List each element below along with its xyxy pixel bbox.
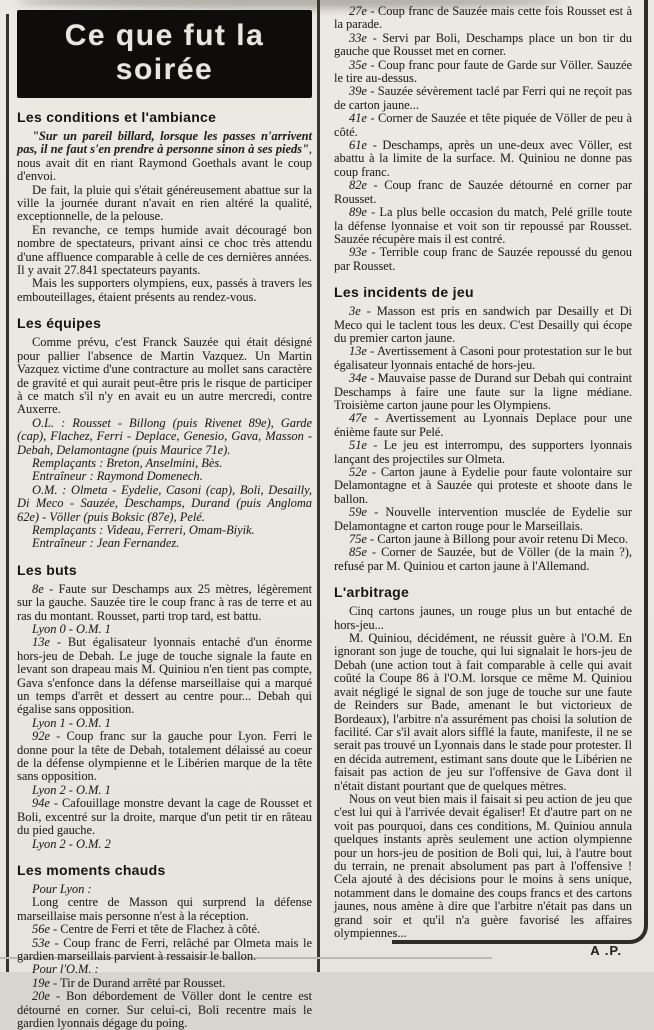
team-subhead: Pour Lyon : xyxy=(32,881,92,896)
paragraph: Mais les supporters olympiens, eux, passés à travers les embouteillages, étaient présents au rendez-vous. xyxy=(17,276,312,304)
minute-marker: 27e xyxy=(349,4,367,18)
quote-attribution: , nous avait dit en riant Raymond Goethals avant le coup d'envoi. xyxy=(17,142,312,184)
team-subhead: Pour l'O.M. : xyxy=(32,962,99,977)
event-text: - Nouvelle intervention musclée de Eydelie sur Delamontagne et carton rouge pour le Marseillais. xyxy=(334,505,632,533)
event-text: - But égalisateur lyonnais entaché d'un énorme hors-jeu de Debah. Le juge de touche signale la faute en levant son drapeau mais M. Quiniou n'en tient pas compte, Gava s'enfonce dans la défense marseillaise qui a marqué un temps d'arrêt et dessert au centre pour... Debah qui égalise sans opposition. xyxy=(17,635,312,717)
paragraph: M. Quiniou, décidément, ne réussit guère à l'O.M. En ignorant son juge de touche, qui lui signalait le hors-jeu de Debah (une action tout à fait comparable à celle qui avait coûté la Coupe 86 à l'O.M. lorsque ce même M. Quiniou avait négligé le signal de son juge de touche sur une faute de Reinders sur Bade, amenant le but victorieux de Bordeaux), l'arbitre n'a assurément pas choisi la solution de facilité. Car s'il avait alors sifflé la faute, manifeste, il ne se serait pas trouvé un Lyonnais dans le stade pour protester. Il en décida autrement, estimant sans doute que le Libérien ne faisait pas action de jeu sur l'offensive de Gava dont il n'était distant pourtant que de quelques mètres. xyxy=(334,631,632,793)
incident-event xyxy=(334,305,632,345)
match-event xyxy=(334,5,632,32)
minute-marker: 61e xyxy=(349,138,367,153)
lineup-om-coach: Entraîneur : Jean Fernandez. xyxy=(32,536,180,551)
event-text: - Cafouillage monstre devant la cage de Rousset et Boli, excentré sur la droite, marque d'un petit tir en râteau du pied gauche. xyxy=(17,796,312,838)
section-header-buts: Les buts xyxy=(17,561,77,578)
left-column xyxy=(17,10,312,1030)
paragraph: Nous on veut bien mais il faisait si peu action de jeu que c'est lui qui à l'arrivée devait égaliser! Et d'autre part on ne voit pas pourquoi, dans ces conditions, M. Quiniou annula quelques instants après seulement une action olympienne pour un hors-jeu de position de Boli qui, lui, à l'autre bout du terrain, ne prenait absolument pas part à l'offensive ! Cela ajouté à des décisions pour le moins à sens unique, notamment dans le domaine des coups francs et des cartons jaunes, nous amène à dire que l'arbitre n'était pas dans un grand soir et qu'il n'a guère favorisé les affaires olympiennes... xyxy=(334,791,632,940)
lineup-ol-coach: Entraîneur : Raymond Domenech. xyxy=(32,469,203,484)
event-text: - Avertissement au Lyonnais Deplace pour une énième faute sur Pelé. xyxy=(334,411,632,439)
minute-marker: 8e xyxy=(32,581,44,596)
author-signature: A .P. xyxy=(590,943,622,959)
event-text: - Servi par Boli, Deschamps place un bon tir du gauche que Rousset met en corner. xyxy=(334,30,632,59)
match-event xyxy=(334,59,632,86)
minute-marker: 39e xyxy=(349,84,367,99)
event-text: - Le jeu est interrompu, des supporters lyonnais lançant des projectiles sur Olmeta. xyxy=(334,438,632,466)
event-text: - La plus belle occasion du match, Pelé grille toute la défense lyonnaise et voit son tir repoussé par Rousset. Sauzée récupère mais il est contré. xyxy=(334,205,632,246)
minute-marker: 35e xyxy=(349,57,367,72)
event-text: - Coup franc pour faute de Garde sur Völler. Sauzée le tire au-dessus. xyxy=(334,57,632,86)
minute-marker: 92e xyxy=(32,729,50,744)
article-title-banner xyxy=(17,10,312,98)
minute-marker: 89e xyxy=(349,205,367,220)
lineup-om-subs: Remplaçants : Videau, Ferreri, Omam-Biyik. xyxy=(32,522,255,537)
minute-marker: 19e xyxy=(32,975,50,990)
incident-event xyxy=(334,533,632,546)
score-line: Lyon 1 - O.M. 1 xyxy=(32,715,111,730)
minute-marker: 13e xyxy=(32,635,50,650)
event-text: - Carton jaune à Billong pour avoir retenu Di Meco. xyxy=(366,532,629,547)
section-header-conditions: Les conditions et l'ambiance xyxy=(17,109,217,125)
match-event xyxy=(17,990,312,1030)
match-event xyxy=(334,206,632,246)
goal-event xyxy=(17,583,312,623)
event-text: - Sauzée sévèrement taclé par Ferri qui ne reçoit pas de carton jaune... xyxy=(334,84,632,112)
score-line: Lyon 0 - O.M. 1 xyxy=(32,622,111,636)
goal-event xyxy=(17,636,312,716)
incident-event xyxy=(334,412,632,439)
match-event xyxy=(334,179,632,206)
paragraph: De fait, la pluie qui s'était généreusement abattue sur la ville la journée durant n'avait en rien altéré la qualité, exceptionnelle, de la pelouse. xyxy=(17,182,312,224)
minute-marker: 93e xyxy=(349,245,367,260)
match-event xyxy=(334,246,632,273)
event-text: - Faute sur Deschamps aux 25 mètres, légèrement sur la gauche. Sauzée tire le coup franc à ras de terre et au ras du montant. Rousset, parti trop tard, est battu. xyxy=(17,581,312,623)
section-header-incidents: Les incidents de jeu xyxy=(334,284,474,301)
score-line: Lyon 2 - O.M. 1 xyxy=(32,782,111,797)
event-text: - Coup franc de Ferri, relâché par Olmeta mais le gardien marseillais parvient à ressaisir le ballon. xyxy=(17,935,312,963)
score-line: Lyon 2 - O.M. 2 xyxy=(32,836,111,851)
match-event xyxy=(17,977,312,990)
match-event xyxy=(334,139,632,179)
lineup-ol-subs: Remplaçants : Breton, Anselmini, Bès. xyxy=(32,455,223,470)
match-event xyxy=(17,923,312,936)
minute-marker: 34e xyxy=(349,371,367,386)
minute-marker: 59e xyxy=(349,505,367,520)
minute-marker: 33e xyxy=(349,30,367,45)
lineup-ol: O.L. : Rousset - Billong (puis Rivenet 89e), Garde (cap), Flachez, Ferri - Deplace, Genesio, Gava, Masson - Debah, Delamontagne (puis Maurice 71e). xyxy=(17,415,312,457)
event-text: - Bon débordement de Völler dont le centre est détourné en corner. Sur celui-ci, Boli recentre mais le gardien lyonnais dégage du poing. xyxy=(17,989,312,1030)
minute-marker: 82e xyxy=(349,178,367,193)
paragraph: En revanche, ce temps humide avait découragé bon nombre de spectateurs, privant ainsi ce choc très attendu d'une affluence comparable à celle de ces dernières années. Il y avait 27.841 spectateurs payants. xyxy=(17,222,312,278)
event-text: - Carton jaune à Eydelie pour faute volontaire sur Delamontagne et à Sauzée qui proteste et shoote dans le ballon. xyxy=(334,465,632,506)
right-column xyxy=(334,5,632,958)
paragraph: Comme prévu, c'est Franck Sauzée qui était désigné pour pallier l'absence de Martin Vazquez. Un Martin Vazquez victime d'une contracture au mollet sans caractère de gravité et qui aurait peut-être pris le risque de participer à ce match s'il n'y en avait eu un autre mercredi, contre Auxerre. xyxy=(17,335,312,417)
incident-event xyxy=(334,439,632,466)
minute-marker: 53e xyxy=(32,935,50,950)
event-text: - Mauvaise passe de Durand sur Debah qui contraint Deschamps à faire une faute sur la ligne médiane. Troisième carton jaune pour les Olympiens. xyxy=(334,371,632,412)
minute-marker: 41e xyxy=(349,111,367,126)
paragraph: Cinq cartons jaunes, un rouge plus un but entaché de hors-jeu... xyxy=(334,604,632,632)
match-event xyxy=(334,85,632,112)
minute-marker: 56e xyxy=(32,922,50,937)
paragraph: Long centre de Masson qui surprend la défense marseillaise mais personne n'est à la réception. xyxy=(17,895,312,923)
left-border-rule xyxy=(6,14,9,972)
event-text: - Masson est pris en sandwich par Desailly et Di Meco qui le taclent tous les deux. C'est Desailly qui écope du premier carton jaune. xyxy=(334,304,632,345)
event-text: - Deschamps, après un une-deux avec Völler, est abattu à la limite de la surface. M. Quiniou ne donne pas coup franc. xyxy=(334,138,632,179)
goal-event xyxy=(17,730,312,784)
event-text: - Corner de Sauzée, but de Völler (de la main ?), refusé par M. Quiniou et carton jaune à l'Allemand. xyxy=(334,545,632,573)
event-text: - Corner de Sauzée et tête piquée de Völler de peu à côté. xyxy=(334,111,632,139)
event-text: - Coup franc de Sauzée détourné en corner par Rousset. xyxy=(334,178,632,206)
incident-event xyxy=(334,345,632,372)
incident-event xyxy=(334,466,632,506)
minute-marker: 51e xyxy=(349,438,367,453)
match-event xyxy=(334,32,632,59)
section-header-equipes: Les équipes xyxy=(17,315,102,332)
event-text: - Terrible coup franc de Sauzée repoussé du genou par Rousset. xyxy=(334,245,632,273)
column-divider-rule xyxy=(317,0,320,972)
incident-event xyxy=(334,506,632,533)
minute-marker: 52e xyxy=(349,465,367,479)
article-title: Ce que fut la soirée xyxy=(64,19,265,86)
minute-marker: 47e xyxy=(349,411,367,426)
minute-marker: 94e xyxy=(32,796,50,811)
paragraph-quote xyxy=(17,130,312,184)
goal-event xyxy=(17,797,312,837)
section-header-moments: Les moments chauds xyxy=(17,861,166,878)
event-text: - Centre de Ferri et tête de Flachez à côté. xyxy=(49,922,261,937)
quote-text: "Sur un pareil billard, lorsque les passes n'arrivent pas, il ne faut s'en prendre à personne sinon à ses pieds" xyxy=(17,129,312,157)
event-text: - Tir de Durand arrêté par Rousset. xyxy=(49,975,226,990)
incident-event xyxy=(334,372,632,412)
incident-event xyxy=(334,546,632,573)
minute-marker: 20e xyxy=(32,989,50,1004)
minute-marker: 85e xyxy=(349,545,367,560)
match-event xyxy=(334,112,632,139)
section-header-arbitrage: L'arbitrage xyxy=(334,584,410,601)
event-text: - Avertissement à Casoni pour protestation sur le but égalisateur lyonnais entaché de hors-jeu. xyxy=(334,344,632,372)
match-event xyxy=(17,937,312,964)
event-text: - Coup franc sur la gauche pour Lyon. Ferri le donne pour la tête de Debah, totalement délaissé au coeur de la défense olympienne et le Libérien marque de la tête sans opposition. xyxy=(17,729,312,784)
lineup-om: O.M. : Olmeta - Eydelie, Casoni (cap), Boli, Desailly, Di Meco - Sauzée, Deschamps, Durand (puis Angloma 62e) - Völler (puis Boksic (87e), Pelé. xyxy=(17,482,312,524)
minute-marker: 13e xyxy=(349,344,367,359)
minute-marker: 75e xyxy=(349,532,367,547)
event-text: - Coup franc de Sauzée mais cette fois Rousset est à la parade. xyxy=(334,4,632,32)
minute-marker: 3e xyxy=(349,304,361,319)
